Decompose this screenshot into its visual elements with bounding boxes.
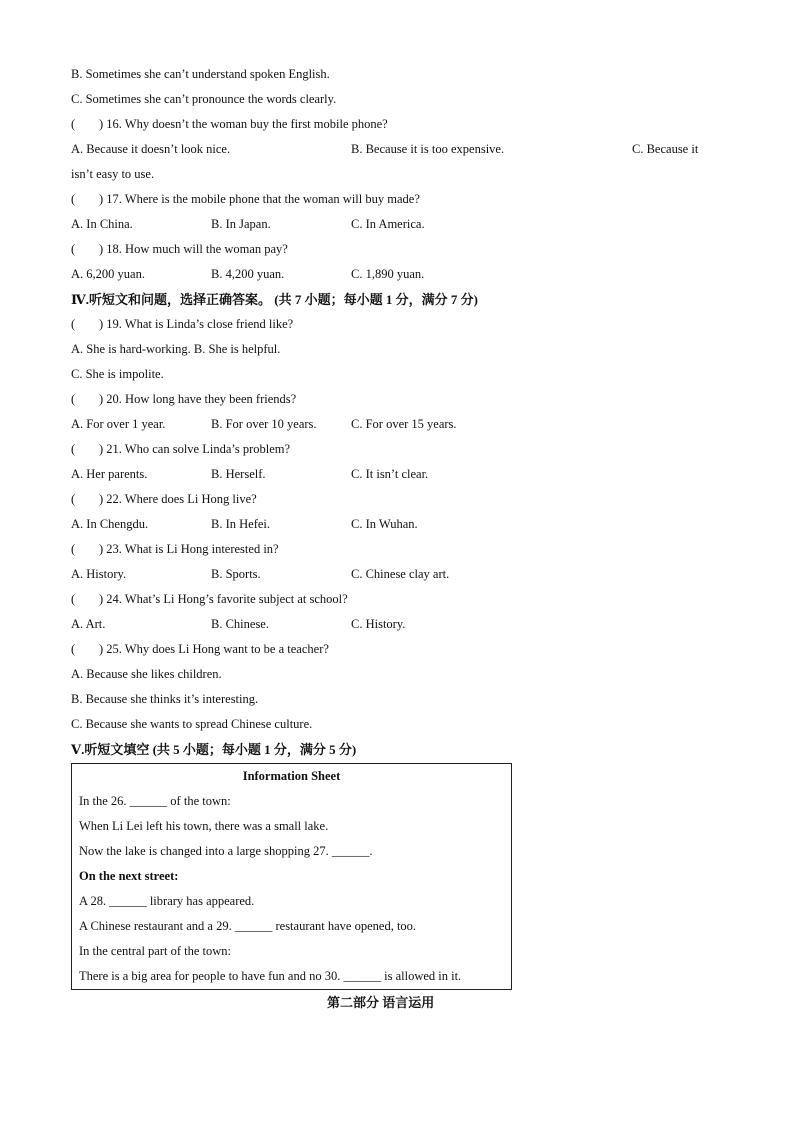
info-line-lake: When Li Lei left his town, there was a small lake. [79,819,329,833]
q22-question: ( ) 22. Where does Li Hong live? [71,487,711,512]
q21-question: ( ) 21. Who can solve Linda’s problem? [71,437,711,462]
q25-option-b: B. Because she thinks it’s interesting. [71,692,259,706]
q16-option-c-continued: isn’t easy to use. [71,167,155,181]
q24-option-a: A. Art. [71,617,106,631]
answer-bracket[interactable]: ( [71,117,76,131]
q22-options [71,512,711,537]
q23-question: ( ) 23. What is Li Hong interested in? [71,537,711,562]
q15-option-b: B. Sometimes she can’t understand spoken English. [71,67,330,81]
q23-option-c: C. Chinese clay art. [351,567,450,581]
q25-option-c: C. Because she wants to spread Chinese culture. [71,717,313,731]
q18-option-b: B. 4,200 yuan. [211,267,285,281]
answer-bracket[interactable]: ( [71,492,76,506]
answer-bracket[interactable]: ( [71,592,76,606]
section-4-heading: Ⅳ.听短文和问题，选择正确答案。 (共 7 小题；每小题 1 分，满分 7 分) [71,292,478,307]
q19-question: ( ) 19. What is Linda’s close friend like? [71,312,711,337]
info-line-next-street: On the next street: [79,869,179,883]
answer-bracket[interactable]: ( [71,392,76,406]
q16-option-b: B. Because it is too expensive. [351,142,505,156]
q18-options [71,262,711,287]
q17-option-b: B. In Japan. [211,217,271,231]
info-line-29: A Chinese restaurant and a 29. ______ restaurant have opened, too. [79,919,417,933]
q17-options [71,212,711,237]
answer-bracket[interactable]: ( [71,242,76,256]
q20-options [71,412,711,437]
answer-bracket[interactable]: ( [71,192,76,206]
q18-option-c: C. 1,890 yuan. [351,267,425,281]
q22-option-c: C. In Wuhan. [351,517,418,531]
q19-options-ab: A. She is hard-working. B. She is helpful. [71,342,281,356]
q24-option-c: C. History. [351,617,406,631]
q24-options [71,612,711,637]
q16-option-c: C. Because it [632,142,699,156]
q24-option-b: B. Chinese. [211,617,269,631]
answer-bracket[interactable]: ( [71,542,76,556]
section-5-heading: Ⅴ.听短文填空 (共 5 小题；每小题 1 分，满分 5 分) [71,742,357,757]
q25-option-a: A. Because she likes children. [71,667,222,681]
part-2-heading: 第二部分 语言运用 [327,995,435,1010]
info-line-30: There is a big area for people to have fun and no 30. ______ is allowed in it. [79,969,462,983]
q23-option-b: B. Sports. [211,567,261,581]
q23-options [71,562,711,587]
info-line-27: Now the lake is changed into a large shopping 27. ______. [79,844,373,858]
q16-question: ( ) 16. Why doesn’t the woman buy the first mobile phone? [71,112,711,137]
q21-options [71,462,711,487]
q15-option-c: C. Sometimes she can’t pronounce the words clearly. [71,92,337,106]
q16-options [71,137,711,162]
q20-option-a: A. For over 1 year. [71,417,166,431]
q21-option-b: B. Herself. [211,467,266,481]
exam-page [71,62,711,1016]
q20-option-b: B. For over 10 years. [211,417,317,431]
answer-bracket[interactable]: ( [71,317,76,331]
q22-option-b: B. In Hefei. [211,517,271,531]
q20-question: ( ) 20. How long have they been friends? [71,387,711,412]
q17-option-a: A. In China. [71,217,133,231]
answer-bracket[interactable]: ( [71,642,76,656]
info-line-central: In the central part of the town: [79,944,232,958]
q25-question: ( ) 25. Why does Li Hong want to be a teacher? [71,637,711,662]
information-sheet [71,763,512,990]
q16-option-a: A. Because it doesn’t look nice. [71,142,231,156]
q18-option-a: A. 6,200 yuan. [71,267,145,281]
answer-bracket[interactable]: ( [71,442,76,456]
information-sheet-title: Information Sheet [242,769,341,783]
q22-option-a: A. In Chengdu. [71,517,149,531]
q23-option-a: A. History. [71,567,127,581]
q21-option-a: A. Her parents. [71,467,148,481]
q19-option-c: C. She is impolite. [71,367,164,381]
q21-option-c: C. It isn’t clear. [351,467,429,481]
q17-option-c: C. In America. [351,217,425,231]
q24-question: ( ) 24. What’s Li Hong’s favorite subject at school? [71,587,711,612]
q18-question: ( ) 18. How much will the woman pay? [71,237,711,262]
info-line-26: In the 26. ______ of the town: [79,794,231,808]
info-line-28: A 28. ______ library has appeared. [79,894,255,908]
q17-question: ( ) 17. Where is the mobile phone that the woman will buy made? [71,187,711,212]
q20-option-c: C. For over 15 years. [351,417,457,431]
